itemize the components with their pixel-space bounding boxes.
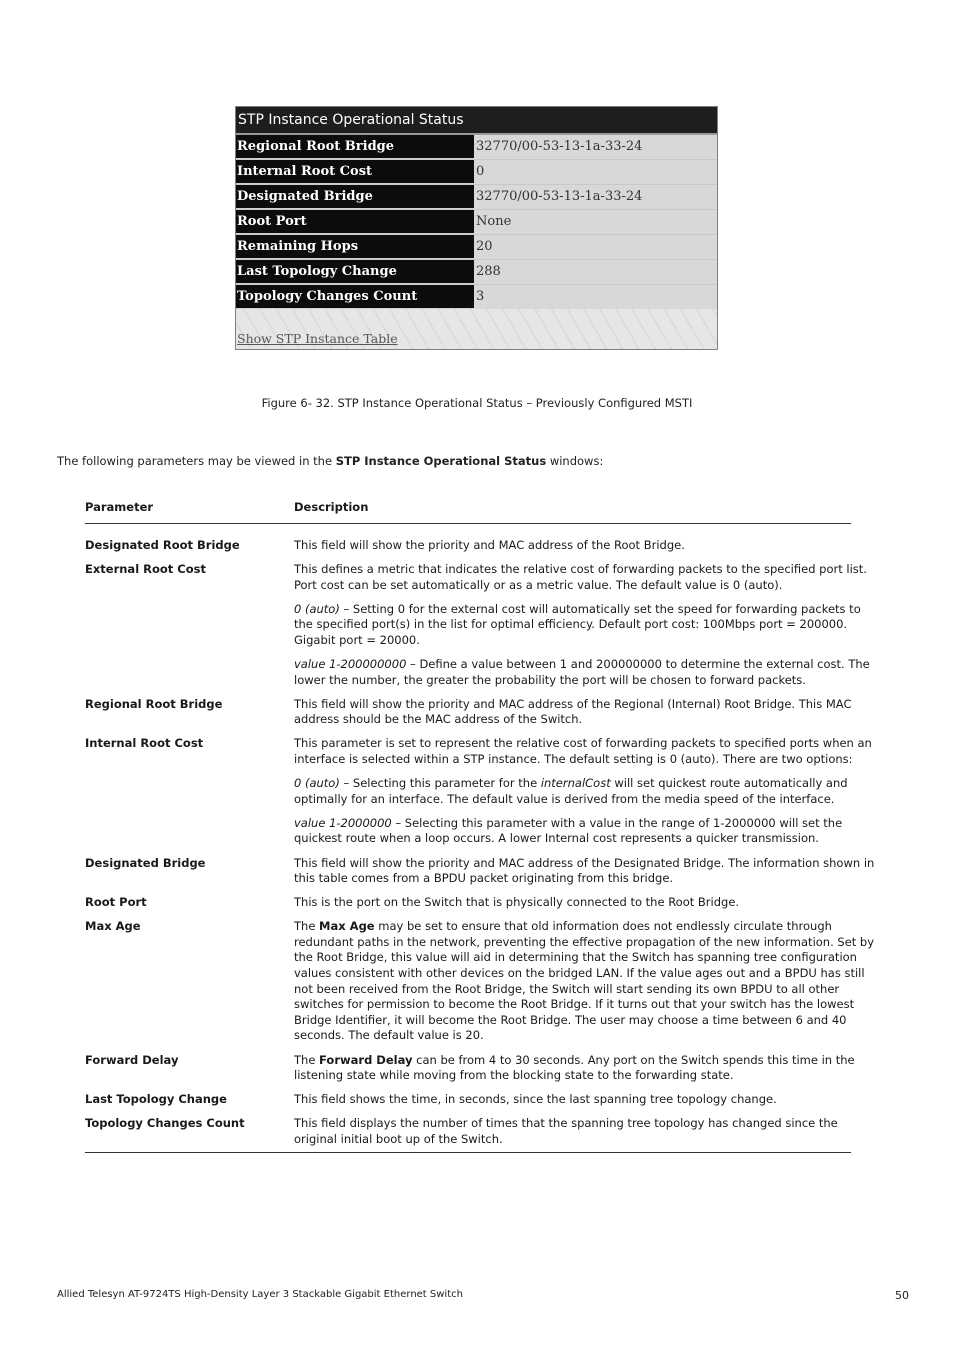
table-row [85, 697, 875, 737]
parameter-table [85, 500, 875, 1153]
desc-text: – Selecting this parameter for the [339, 776, 541, 791]
param-description [294, 919, 875, 1052]
desc-text: will set quickest route automatically and optimally for an interface. The default value is derived from the media speed of the interface. [294, 776, 848, 806]
stp-row [236, 210, 717, 235]
table-row [85, 919, 875, 1052]
stp-row-value: 288 [474, 260, 717, 284]
header-parameter: Parameter [85, 500, 154, 514]
stp-row [236, 260, 717, 285]
param-description [294, 1116, 875, 1147]
intro-paragraph [57, 454, 603, 468]
desc-emphasis: internalCost [540, 776, 611, 791]
desc-emphasis: value 1-2000000 [294, 815, 392, 830]
param-description [294, 895, 875, 919]
desc-bold: Max Age [319, 919, 375, 934]
intro-bold: STP Instance Operational Status [335, 454, 547, 468]
desc-emphasis: value 1-200000000 [294, 657, 407, 672]
stp-row-label: Root Port [236, 210, 474, 234]
table-row [85, 1116, 875, 1147]
table-row [85, 1053, 875, 1093]
desc-paragraph [294, 919, 875, 1044]
stp-row [236, 285, 717, 310]
stp-row [236, 235, 717, 260]
table-row [85, 1092, 875, 1116]
desc-emphasis: 0 (auto) [294, 601, 340, 616]
stp-row-label: Remaining Hops [236, 235, 474, 259]
stp-row [236, 135, 717, 160]
param-description [294, 1092, 875, 1116]
stp-row-value: 32770/00-53-13-1a-33-24 [474, 135, 717, 159]
desc-paragraph [294, 1053, 875, 1084]
desc-bold: Forward Delay [319, 1052, 413, 1067]
param-name: Designated Root Bridge [85, 538, 240, 552]
stp-row [236, 160, 717, 185]
desc-text: – Selecting this parameter with a value in the range of 1-2000000 will set the quickest route when a loop occurs. A lower Internal cost represents a quicker transmission. [294, 815, 843, 846]
param-name: Forward Delay [85, 1052, 179, 1067]
table-row [85, 895, 875, 919]
desc-paragraph: This field will show the priority and MAC address of the Regional (Internal) Root Bridge. This MAC address should be the MAC address of the Switch. [294, 696, 852, 727]
param-name: Last Topology Change [85, 1092, 227, 1107]
param-description [294, 697, 875, 737]
footer-product-name: Allied Telesyn AT-9724TS High-Density Layer 3 Stackable Gigabit Ethernet Switch [57, 1289, 463, 1300]
param-description [294, 1053, 875, 1093]
stp-panel-title: STP Instance Operational Status [236, 107, 717, 135]
param-description [294, 736, 875, 855]
table-row [85, 736, 875, 855]
desc-text: can be from 4 to 30 seconds. Any port on the Switch spends this time in the listening state while moving from the blocking state to the forwarding state. [294, 1052, 855, 1083]
figure-caption: Figure 6- 32. STP Instance Operational Status – Previously Configured MSTI [261, 396, 693, 410]
stp-row-label: Last Topology Change [236, 260, 474, 284]
desc-paragraph [294, 602, 875, 649]
desc-paragraph: This parameter is set to represent the relative cost of forwarding packets to specified ports when an interface is selected within a STP instance. The default setting is 0 (auto). There are two options: [294, 736, 872, 767]
param-name: Designated Bridge [85, 855, 206, 870]
table-row [85, 856, 875, 896]
stp-row-value: 32770/00-53-13-1a-33-24 [474, 185, 717, 209]
desc-text: – Define a value between 1 and 200000000 to determine the external cost. The lower the number, the greater the probability the port will be chosen to forward packets. [294, 657, 870, 687]
stp-row-value: 20 [474, 235, 717, 259]
header-description: Description [294, 500, 369, 514]
desc-emphasis: 0 (auto) [294, 776, 340, 791]
param-name: Max Age [85, 919, 141, 934]
stp-row-label: Internal Root Cost [236, 160, 474, 184]
param-description [294, 856, 875, 896]
intro-text-end: windows: [546, 454, 604, 468]
desc-text: The [294, 919, 320, 934]
param-name: Topology Changes Count [85, 1116, 245, 1131]
desc-paragraph: This field will show the priority and MAC address of the Root Bridge. [294, 538, 685, 552]
param-name: Root Port [85, 895, 147, 910]
table-header [85, 500, 851, 524]
param-description [294, 538, 875, 562]
desc-text: may be set to ensure that old information does not endlessly circulate through redundant paths in the network, preventing the effective propagation of the new information. Set by the Root Bridge, this value will aid in determining that the Switch has spanning tree configuration values consistent with other devices on the bridged LAN. If the value ages out and a BPDU has still not been received from the Root Bridge, the Switch will start sending its own BPDU to all other switches for permission to become the Root Bridge. If it turns out that your switch has the lowest Bridge Identifier, it will become the Root Bridge. The user may choose a time between 6 and 40 seconds. The default value is 20. [294, 919, 875, 1043]
param-name: Regional Root Bridge [85, 696, 223, 711]
param-name: Internal Root Cost [85, 736, 204, 751]
desc-paragraph [294, 657, 875, 688]
param-description [294, 562, 875, 697]
show-stp-instance-table-link[interactable]: Show STP Instance Table [237, 331, 398, 346]
param-name: External Root Cost [85, 562, 206, 577]
stp-row-value: None [474, 210, 717, 234]
desc-text: The [294, 1052, 320, 1067]
desc-paragraph [294, 776, 875, 807]
desc-paragraph: This defines a metric that indicates the relative cost of forwarding packets to the specified port list. Port cost can be set automatically or as a metric value. The default value is 0 (auto). [294, 562, 867, 592]
stp-status-panel [235, 106, 718, 350]
desc-paragraph [294, 816, 875, 847]
stp-panel-footer [236, 309, 717, 349]
stp-row [236, 185, 717, 210]
table-bottom-rule [85, 1152, 851, 1153]
intro-text: The following parameters may be viewed in the [57, 454, 336, 468]
desc-paragraph: This is the port on the Switch that is physically connected to the Root Bridge. [294, 895, 740, 910]
table-row [85, 562, 875, 697]
desc-paragraph: This field displays the number of times that the spanning tree topology has changed since the original initial boot up of the Switch. [294, 1116, 838, 1146]
page-number: 50 [895, 1289, 909, 1302]
stp-row-label: Regional Root Bridge [236, 135, 474, 159]
stp-row-value: 0 [474, 160, 717, 184]
table-row [85, 538, 875, 562]
desc-text: – Setting 0 for the external cost will automatically set the speed for forwarding packets to the specified port(s) in the list for optimal efficiency. Default port cost: 100Mbps port = 200000. Gigabit port = 20000. [294, 601, 861, 647]
stp-row-label: Topology Changes Count [236, 285, 474, 309]
desc-paragraph: This field will show the priority and MAC address of the Designated Bridge. The information shown in this table comes from a BPDU packet originating from this bridge. [294, 855, 875, 886]
stp-row-value: 3 [474, 285, 717, 309]
stp-row-label: Designated Bridge [236, 185, 474, 209]
desc-paragraph: This field shows the time, in seconds, since the last spanning tree topology change. [294, 1092, 777, 1107]
